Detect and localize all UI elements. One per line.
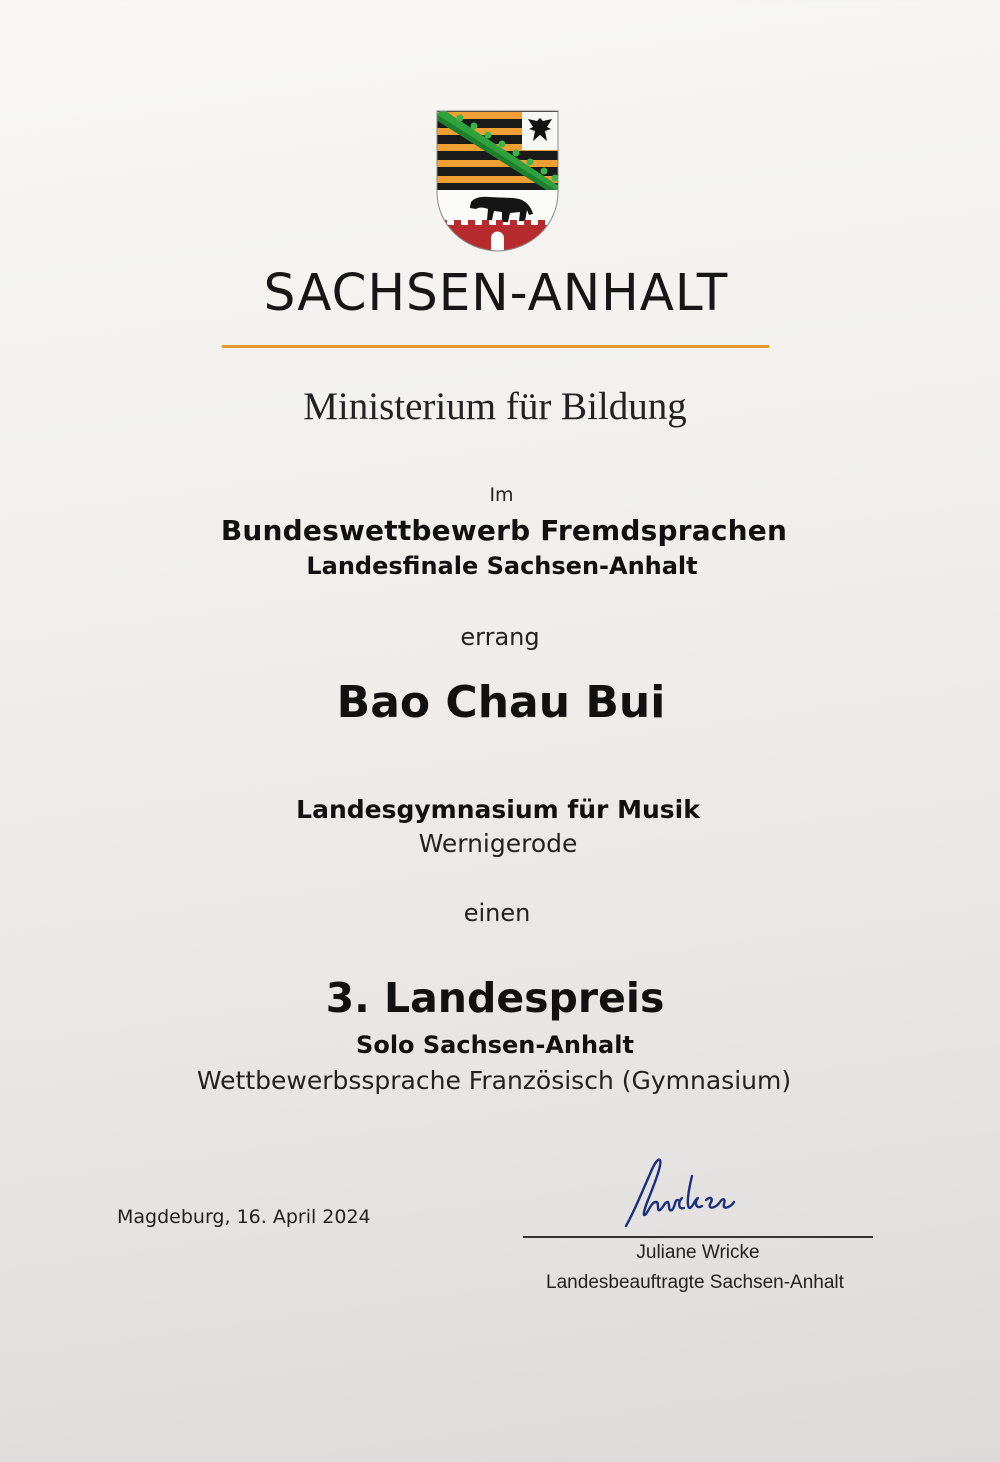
prize-category: Solo Sachsen-Anhalt [356,1031,634,1059]
state-name: SACHSEN-ANHALT [263,264,729,323]
winner-name: Bao Chau Bui [336,677,666,728]
ministry-name: Ministerium für Bildung [303,385,687,428]
prize-title: 3. Landespreis [325,974,665,1022]
article-text: einen [463,899,531,927]
signer-title: Landesbeauftragte Sachsen-Anhalt [546,1272,844,1293]
intro-text: Im [489,484,514,506]
school-city: Wernigerode [418,829,578,858]
accent-divider [222,345,769,348]
signature-line [523,1236,873,1238]
school-name: Landesgymnasium für Musik [296,795,700,824]
verb-text: errang [460,623,540,651]
competition-round: Landesfinale Sachsen-Anhalt [306,552,698,580]
competition-language: Wettbewerbssprache Französisch (Gymnasium) [196,1066,792,1095]
signature-icon [620,1152,740,1232]
competition-name: Bundeswettbewerb Fremdsprachen [220,514,788,547]
signer-name: Juliane Wricke [636,1242,760,1263]
coat-of-arms-icon [436,110,559,252]
place-and-date: Magdeburg, 16. April 2024 [117,1206,371,1228]
